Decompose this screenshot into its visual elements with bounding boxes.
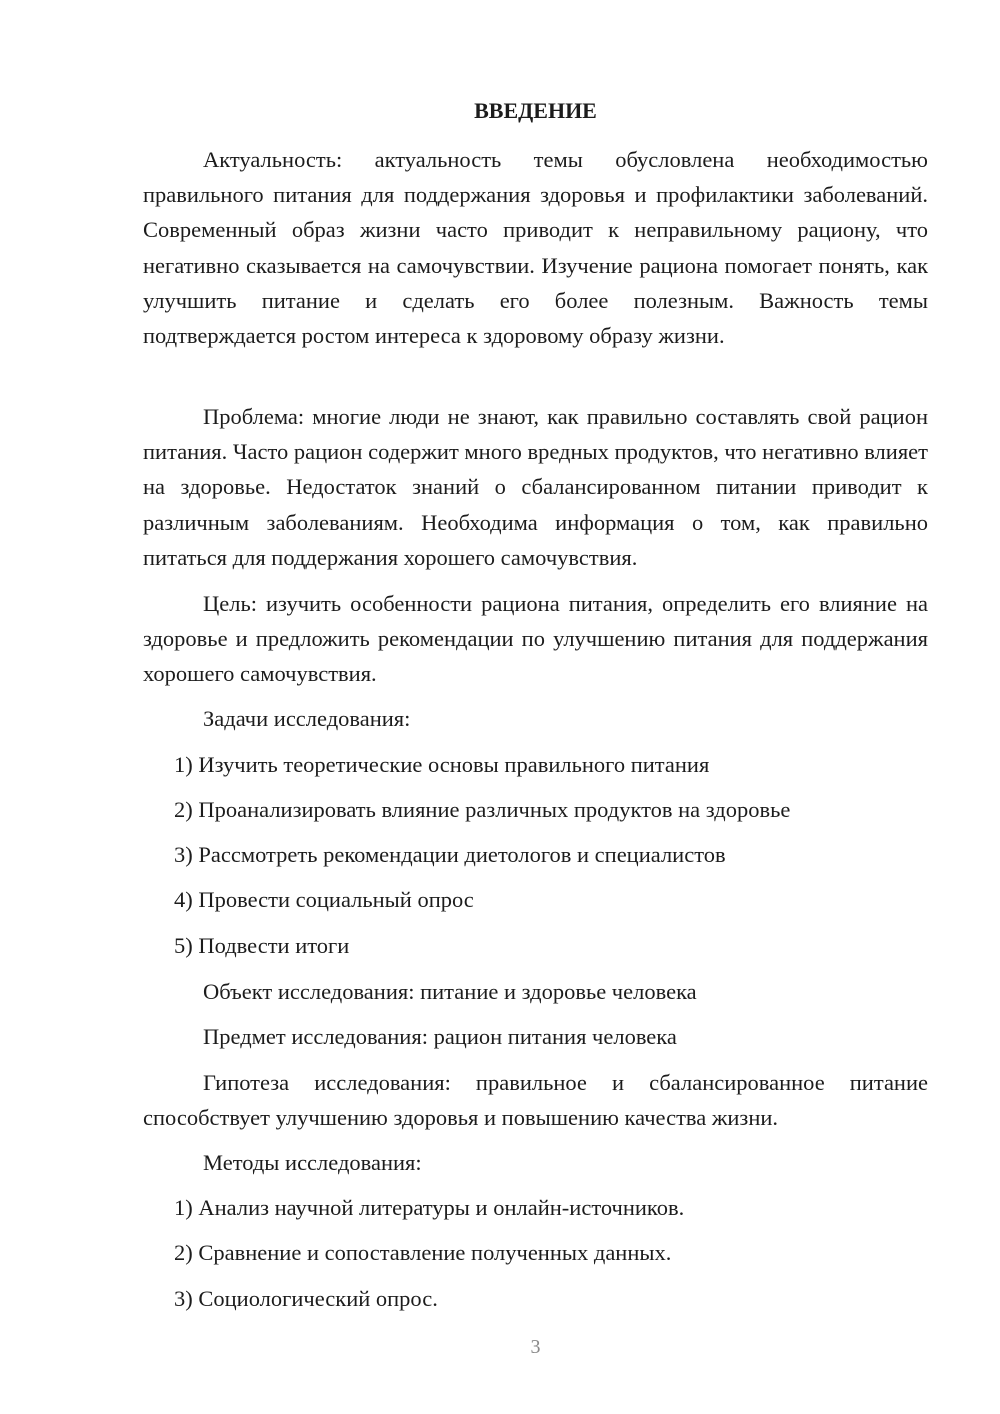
tasks-heading: Задачи исследования:: [203, 706, 411, 731]
hypothesis-paragraph: Гипотеза исследования: правильное и сбалансированное питание способствует улучшению здоровья и повышению качества жизни.: [143, 1070, 928, 1131]
methods-heading: Методы исследования:: [203, 1150, 422, 1175]
task-item: 4) Провести социальный опрос: [174, 887, 474, 912]
subject-line: Предмет исследования: рацион питания человека: [203, 1024, 677, 1049]
relevance-paragraph: Актуальность: актуальность темы обусловлена необходимостью правильного питания для поддержания здоровья и профилактики заболеваний. Современный образ жизни часто приводит к неправильному рациону, что негативно сказывается на самочувствии. Изучение рациона помогает понять, как улучшить питание и сделать его более полезным. Важность темы подтверждается ростом интереса к здоровому образу жизни.: [143, 147, 928, 349]
task-item: 2) Проанализировать влияние различных продуктов на здоровье: [174, 797, 791, 822]
task-item: 3) Рассмотреть рекомендации диетологов и специалистов: [174, 842, 726, 867]
goal-paragraph: Цель: изучить особенности рациона питания, определить его влияние на здоровье и предложить рекомендации по улучшению питания для поддержания хорошего самочувствия.: [143, 591, 928, 687]
page-number: 3: [530, 1336, 541, 1358]
task-item: 1) Изучить теоретические основы правильного питания: [174, 752, 710, 777]
method-item: 1) Анализ научной литературы и онлайн-источников.: [174, 1195, 685, 1220]
document-page: [143, 0, 928, 1414]
problem-paragraph: Проблема: многие люди не знают, как правильно составлять свой рацион питания. Часто рацион содержит много вредных продуктов, что негативно влияет на здоровье. Недостаток знаний о сбалансированном питании приводит к различным заболеваниям. Необходима информация о том, как правильно питаться для поддержания хорошего самочувствия.: [143, 404, 928, 570]
task-item: 5) Подвести итоги: [174, 933, 350, 958]
method-item: 2) Сравнение и сопоставление полученных данных.: [174, 1240, 672, 1265]
page-title: ВВЕДЕНИЕ: [474, 98, 597, 123]
object-line: Объект исследования: питание и здоровье человека: [203, 979, 697, 1004]
method-item: 3) Социологический опрос.: [174, 1286, 438, 1311]
